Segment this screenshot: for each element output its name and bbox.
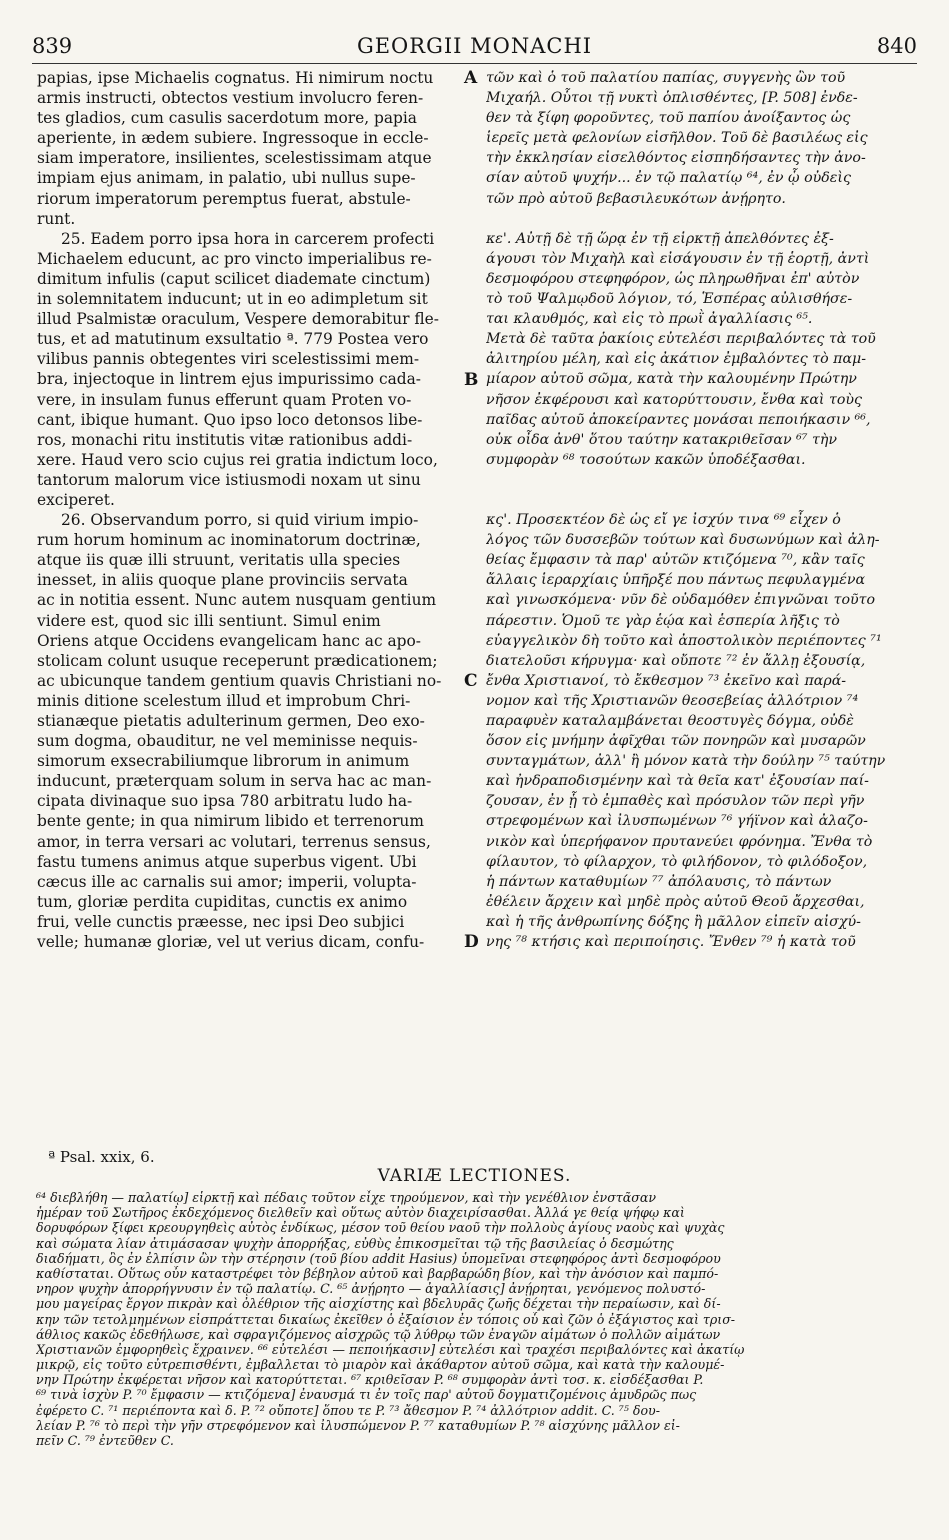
section-marker: B — [464, 369, 479, 390]
greek-text-line: ἐθέλειν ἄρχειν καὶ μηδὲ πρὸς αὐτοῦ Θεοῦ ἄρχεσθαι, — [486, 893, 865, 910]
greek-text-line: ἡ πάντων καταθυμίων ⁷⁷ ἀπόλαυσις, τὸ πάντων — [486, 873, 832, 890]
greek-text-line: οὐκ οἶδα ἀνθ' ὅτου ταύτην κατακριθεῖσαν ⁶⁷ τὴν — [486, 431, 837, 448]
variant-reading-line: πεῖν C. ⁷⁹ ἐντεῦθεν C. — [36, 1433, 174, 1448]
greek-text-line: συμφορὰν ⁶⁸ τοσούτων κακῶν ὑποδέξασθαι. — [486, 451, 806, 468]
greek-text-line: Μετὰ δὲ ταῦτα ῥακίοις εὐτελέσι περιβαλόντες τὰ τοῦ — [486, 331, 876, 348]
greek-text-line: ἀλιτηρίου μέλη, καὶ εἰς ἀκάτιον ἐμβαλόντες τὸ παμ- — [486, 351, 867, 368]
variant-reading-line: κην τῶν τετολμημένων εἰσπράττεται δικαίως ἐκεῖθεν ὁ ἐξαίσιον ἐν τόποις οὗ καὶ ζῶν ὁ ἐξάγιστος καὶ τρισ- — [36, 1311, 736, 1327]
footnote: ª Psal. xxix, 6. — [48, 1148, 155, 1166]
variant-reading-line: ἡμέραν τοῦ Σωτῆρος ἐκδεχόμενος διελθεῖν καὶ οὕτως αὐτὸν διαχειρίσασθαι. Ἀλλά γε θείᾳ ψήφῳ καὶ — [36, 1205, 685, 1221]
greek-text-line: ἄλλαις ἱεραρχίαις ὑπῆρξέ που πάντως πεφυλαγμένα — [486, 572, 866, 589]
greek-text-line: νῆσον ἐκφέρουσι καὶ κατορύττουσιν, ἔνθα καὶ τοὺς — [486, 391, 862, 408]
greek-text-line: καὶ γινωσκόμενα· νῦν δὲ οὐδαμόθεν ἐπιγνῶναι τοῦτο — [486, 592, 876, 609]
latin-text-line: siam imperatore, insilientes, scelestissimam atque — [37, 149, 432, 168]
latin-text-line: minis ditione scelestum illud et improbum Chri- — [37, 691, 411, 710]
greek-text-line: νομον καὶ τῆς Χριστιανῶν θεοσεβείας ἀλλότριον ⁷⁴ — [486, 692, 859, 709]
latin-text-line: illud Psalmistæ oraculum, Vespere demorabitur fle- — [37, 310, 439, 329]
latin-text-line: bra, injectoque in lintrem ejus impurissimo cada- — [37, 370, 421, 389]
variae-lectiones — [36, 1190, 914, 1448]
latin-text-line: tum, gloriæ perdita cupiditas, cunctis ex animo — [37, 892, 408, 911]
page-number-right: 840 — [876, 34, 917, 58]
latin-text-line: Michaelem educunt, ac pro vincto imperialibus re- — [37, 249, 432, 268]
variant-reading-line: μικρῷ, εἰς τοῦτο εὐτρεπισθέντι, ἐμβαλλεται τὸ μιαρὸν καὶ ἀκάθαρτον αὐτοῦ σῶμα, καὶ κατὰ τὴν καλουμέ- — [36, 1357, 725, 1373]
latin-text-line: bente gente; in qua nimirum libido et terrenorum — [37, 812, 424, 831]
latin-text-line: armis instructi, obtectos vestium involucro feren- — [37, 89, 424, 108]
latin-text-line: amor, in terra versari ac volutari, terrenus sensus, — [37, 832, 431, 851]
latin-text-line: frui, velle cunctis præesse, nec ipsi Deo subjici — [37, 912, 405, 931]
greek-text-line: παραφυὲν καταλαμβάνεται θεοστυγὲς δόγμα, οὐδὲ — [486, 713, 854, 729]
latin-text-line: fastu tumens animus atque superbus vigent. Ubi — [37, 852, 417, 871]
greek-text-line: άγουσι τὸν Μιχαὴλ καὶ εἰσάγουσιν ἐν τῇ ἑορτῇ, ἀντὶ — [486, 250, 870, 267]
greek-text-line: εὐαγγελικὸν δὴ τοῦτο καὶ ἀποστολικὸν περιέποντες ⁷¹ — [486, 632, 882, 649]
latin-text-line: tus, et ad matutinum exsultatio ª. 779 Postea vero — [37, 330, 429, 349]
latin-text-line: velle; humanæ gloriæ, vel ut verius dicam, confu- — [37, 933, 425, 952]
latin-text-line: videre est, quod sic illi sentiunt. Simul enim — [37, 611, 381, 630]
header-rule — [32, 63, 917, 64]
variant-reading-line: άθλιος κακῶς ἐδεθήλωσε, καὶ σφραγιζόμενος αἰσχρῶς τῷ λύθρῳ τῶν ἐναγῶν αἱμάτων ὁ πολλῶν αἱμάτων — [36, 1326, 721, 1342]
latin-text-line: inducunt, præterquam solum in serva hac ac man- — [37, 772, 432, 791]
greek-text-line: φίλαυτον, τὸ φίλαρχον, τὸ φιλήδονον, τὸ φιλόδοξον, — [486, 853, 868, 870]
variant-reading-line: λείαν P. ⁷⁶ τὸ περὶ τὴν γῆν στρεφόμενον καὶ ἰλυσπώμενον P. ⁷⁷ καταθυμίων P. ⁷⁸ αἰσχύνης μᾶλλον εἰ- — [36, 1417, 680, 1433]
variant-reading-line: νηρον ψυχὴν ἀπορρήγνυσιν ἐν τῷ παλατίῳ. C. ⁶⁵ ἀνῄρητο — ἀγαλλίασις] ἀνῄρηται, γενόμενος πολυστό- — [36, 1281, 706, 1297]
latin-text-line: inesset, in aliis quoque plane provinciis servata — [37, 571, 408, 590]
latin-text-line: 26. Observandum porro, si quid virium impio- — [61, 511, 419, 530]
latin-text-line: 25. Eadem porro ipsa hora in carcerem profecti — [61, 229, 435, 248]
latin-text-line: impiam ejus animam, in palatio, ubi nullus supe- — [37, 169, 416, 188]
latin-text-line: ac in notitia essent. Nunc autem nusquam gentium — [37, 591, 437, 610]
greek-text-line: ὅσον εἰς μνήμην ἀφῖχθαι τῶν πονηρῶν καὶ μυσαρῶν — [486, 733, 866, 750]
latin-text-line: tes gladios, cum casulis sacerdotum more, papia — [37, 109, 417, 128]
variae-lectiones-title: VARIÆ LECTIONES. — [377, 1166, 572, 1186]
section-marker: A — [464, 68, 478, 88]
greek-text-line: ζουσαν, ἐν ᾗ τὸ ἐμπαθὲς καὶ πρόσυλον τῶν περὶ γῆν — [486, 793, 865, 810]
greek-text-line: τὴν ἐκκλησίαν εἰσελθόντος εἰσπηδήσαντες τὴν ἀνο- — [486, 150, 866, 167]
greek-text-line: λόγος τῶν δυσσεβῶν τούτων καὶ δυσωνύμων καὶ ἀλη- — [486, 532, 880, 549]
latin-text-line: simorum exsecrabiliumque librorum in animum — [37, 752, 410, 771]
greek-text-line — [486, 470, 914, 490]
greek-text-line: καὶ ἠνδραποδισμένην καὶ τὰ θεῖα κατ' ἐξουσίαν παί- — [486, 773, 869, 790]
latin-text-line: cæcus ille ac carnalis sui amor; imperii, volupta- — [37, 872, 417, 891]
greek-text-line: τῶν καὶ ὁ τοῦ παλατίου παπίας, συγγενὴς ὢν τοῦ — [486, 70, 846, 86]
latin-text-line: vere, in insulam funus efferunt quam Proten vo- — [37, 390, 412, 409]
variant-reading-line: καὶ σώματα λίαν ἀτιμάσασαν ψυχὴν ἀπορρήξας, εὐθὺς ἐπικοσμεῖται τῷ τῆς βασιλείας ὁ δεσμώτης — [36, 1235, 674, 1251]
greek-text-line: στρεφομένων καὶ ἰλυσπωμένων ⁷⁶ γήϊνον καὶ ἀλαζο- — [486, 813, 868, 830]
greek-text-line: κς'. Προσεκτέον δὲ ὡς εἴ γε ἰσχύν τινα ⁶⁹ εἶχεν ὁ — [486, 512, 841, 529]
variant-reading-line: διαδήματι, ὃς ἐν ἐλπίσιν ὢν τὴν στέρησιν (τοῦ βίου addit Hasius) ὑπομεῖναι στεφηφόρος ἀντὶ δεσμοφόρου — [36, 1250, 721, 1266]
running-title: GEORGII MONACHI — [356, 34, 593, 58]
variant-reading-line: ἐφέρετο C. ⁷¹ περιέποντα καὶ δ. P. ⁷² οὔποτε] ὅπου τε P. ⁷³ ἄθεσμον P. ⁷⁴ ἀλλότριον addit. C. ⁷⁵ δου- — [36, 1402, 660, 1418]
greek-text-line: πάρεστιν. Ὁμοῦ τε γὰρ ἑῴα καὶ ἑσπερία λῆξις τὸ — [486, 612, 840, 629]
latin-text-line: in solemnitatem inducunt; ut in eo adimpletum sit — [37, 290, 428, 309]
greek-text-line: τῶν πρὸ αὐτοῦ βεβασιλευκότων ἀνῄρητο. — [486, 190, 786, 207]
latin-text-line: vilibus pannis obtegentes viri scelestissimi mem- — [37, 350, 420, 369]
greek-column — [486, 68, 914, 952]
latin-text-line: stolicam colunt usuque receperunt prædicationem; — [37, 651, 438, 670]
variant-reading-line: μου μαγείρας ἔργον πικρὰν καὶ ὀλέθριον τῆς αἰσχίστης καὶ βδελυρᾶς ζωῆς δέχεται τὴν περαίωσιν, καὶ δί- — [36, 1296, 721, 1312]
greek-text-line: ται κλαυθμός, καὶ εἰς τὸ πρωῒ ἀγαλλίασις ⁶⁵. — [486, 311, 813, 328]
variant-reading-line: Χριστιανῶν ἐμφορηθεὶς ἔχραινεν. ⁶⁶ εὐτελέσι — πεποιήκασιν] εὐτελέσι καὶ τραχέσι περιβαλόντες καὶ ἀκατίῳ — [36, 1341, 745, 1357]
variant-reading-line: δορυφόρων ξίφει κρεουργηθεὶς αὐτὸς ἐνδίκως, μέσον τοῦ θείου ναοῦ τὴν πολλοὺς ἁγίους ναοὺς καὶ ψυχὰς — [36, 1220, 725, 1236]
latin-text-line: ros, monachi ritu institutis vitæ rationibus addi- — [37, 430, 413, 449]
latin-text-line: exciperet. — [37, 490, 115, 509]
latin-text-line: atque iis quæ illi struunt, veritatis ulla species — [37, 551, 401, 570]
variant-reading-line: νην Πρώτην ἐκφέρεται νῆσον καὶ κατορύττεται. ⁶⁷ κριθεῖσαν P. ⁶⁸ συμφορὰν ἀντὶ τοσ. κ. εἰσδέξασθαι P. — [36, 1372, 704, 1388]
latin-text-line: riorum imperatorum peremptus fuerat, abstule- — [37, 189, 411, 208]
section-marker: D — [464, 932, 479, 953]
latin-text-line: dimitum infulis (caput scilicet diademate cinctum) — [37, 269, 431, 288]
latin-text-line: cipata divinaque suo ipsa 780 arbitratu ludo ha- — [37, 792, 413, 811]
greek-text-line: δεσμοφόρου στεφηφόρον, ὡς πληρωθῆναι ἐπ' αὐτὸν — [486, 270, 860, 287]
latin-text-line: runt. — [37, 209, 76, 228]
latin-text-line: xere. Haud vero scio cujus rei gratia indictum loco, — [37, 450, 438, 469]
latin-text-line: tantorum malorum vice istiusmodi noxam ut sinu — [37, 470, 421, 489]
greek-text-line: παῖδας αὐτοῦ ἀποκείραντες μονάσαι πεποιήκασιν ⁶⁶, — [486, 411, 871, 428]
greek-text-line: κε'. Αὐτῇ δὲ τῇ ὥρᾳ ἐν τῇ εἱρκτῇ ἀπελθόντες ἐξ- — [486, 230, 834, 247]
latin-text-line: sum dogma, obauditur, ne vel meminisse nequis- — [37, 732, 418, 751]
latin-text-line: cant, ibique humant. Quo ipso loco detonsos libe- — [37, 410, 423, 429]
greek-text-line: συνταγμάτων, ἀλλ' ἢ μόνον κατὰ τὴν δούλην ⁷⁵ ταύτην — [486, 753, 886, 770]
latin-text-line: aperiente, in ædem subiere. Ingressoque in eccle- — [37, 129, 429, 148]
greek-text-line: νης ⁷⁸ κτήσις καὶ περιποίησις. Ἔνθεν ⁷⁹ ἡ κατὰ τοῦ — [486, 934, 856, 951]
latin-text-line: Oriens atque Occidens evangelicam hanc ac apo- — [37, 631, 421, 650]
latin-text-line: rum horum hominum ac inominatorum doctrinæ, — [37, 531, 421, 550]
greek-text-line: ἔνθα Χριστιανοί, τὸ ἔκθεσμον ⁷³ ἐκεῖνο καὶ παρά- — [486, 672, 847, 689]
section-marker: C — [464, 671, 478, 691]
variant-reading-line: ⁶⁹ τινὰ ἰσχὺν P. ⁷⁰ ἔμφασιν — κτιζόμενα] ἐναυσμά τι ἐν τοῖς παρ' αὐτοῦ δογματιζομένοις ἀμυδρῶς πως — [36, 1387, 697, 1403]
greek-text-line: θείας ἔμφασιν τὰ παρ' αὐτῶν κτιζόμενα ⁷⁰, κἂν ταῖς — [486, 552, 865, 569]
greek-text-line: μίαρον αὐτοῦ σῶμα, κατὰ τὴν καλουμένην Πρώτην — [486, 371, 857, 388]
latin-text-line: stianæque pietatis adulterinum germen, Deo exo- — [37, 712, 425, 730]
latin-column — [37, 68, 459, 952]
greek-text-line: διατελοῦσι κήρυγμα· καὶ οὔποτε ⁷² ἐν ἄλλῃ ἐξουσίᾳ, — [486, 652, 866, 669]
greek-text-line — [486, 209, 914, 229]
page-header — [32, 34, 917, 64]
greek-text-line: τὸ τοῦ Ψαλμῳδοῦ λόγιον, τό, Ἑσπέρας αὐλισθήσε- — [486, 291, 853, 308]
page-number-left: 839 — [32, 34, 73, 58]
greek-text-line — [486, 490, 914, 510]
greek-text-line: Μιχαήλ. Οὗτοι τῇ νυκτὶ ὁπλισθέντες, [P. 508] ἐνδε- — [486, 90, 858, 107]
variant-reading-line: καθίσταται. Οὕτως οὖν καταστρέφει τὸν βέβηλον αὐτοῦ καὶ βαρβαρώδη βίον, καὶ τὴν ἀνόσιον καὶ παμπό- — [36, 1265, 719, 1281]
greek-text-line: ἱερεῖς μετὰ φελονίων εἰσῆλθον. Τοῦ δὲ βασιλέως εἰς — [486, 130, 868, 147]
latin-text-line: ac ubicunque tandem gentium quavis Christiani no- — [37, 671, 442, 690]
variant-reading-line: ⁶⁴ διεβλήθη — παλατίῳ] εἱρκτῇ καὶ πέδαις τοῦτον εἶχε τηρούμενον, καὶ τὴν γενέθλιον ἐνστᾶσαν — [36, 1190, 657, 1205]
greek-text-line: σίαν αὐτοῦ ψυχήν... ἐν τῷ παλατίῳ ⁶⁴, ἐν ᾧ οὐδεὶς — [486, 170, 851, 187]
latin-text-line: papias, ipse Michaelis cognatus. Hi nimirum noctu — [37, 69, 434, 87]
greek-text-line: καὶ ἡ τῆς ἀνθρωπίνης δόξης ἢ μᾶλλον εἰπεῖν αἰσχύ- — [486, 913, 861, 930]
greek-text-line: νικὸν καὶ ὑπερήφανον πρυτανεύει φρόνημα. Ἔνθα τὸ — [486, 833, 873, 850]
greek-text-line: θεν τὰ ξίφη φοροῦντες, τοῦ παπίου ἀνοίξαντος ὡς — [486, 110, 851, 127]
